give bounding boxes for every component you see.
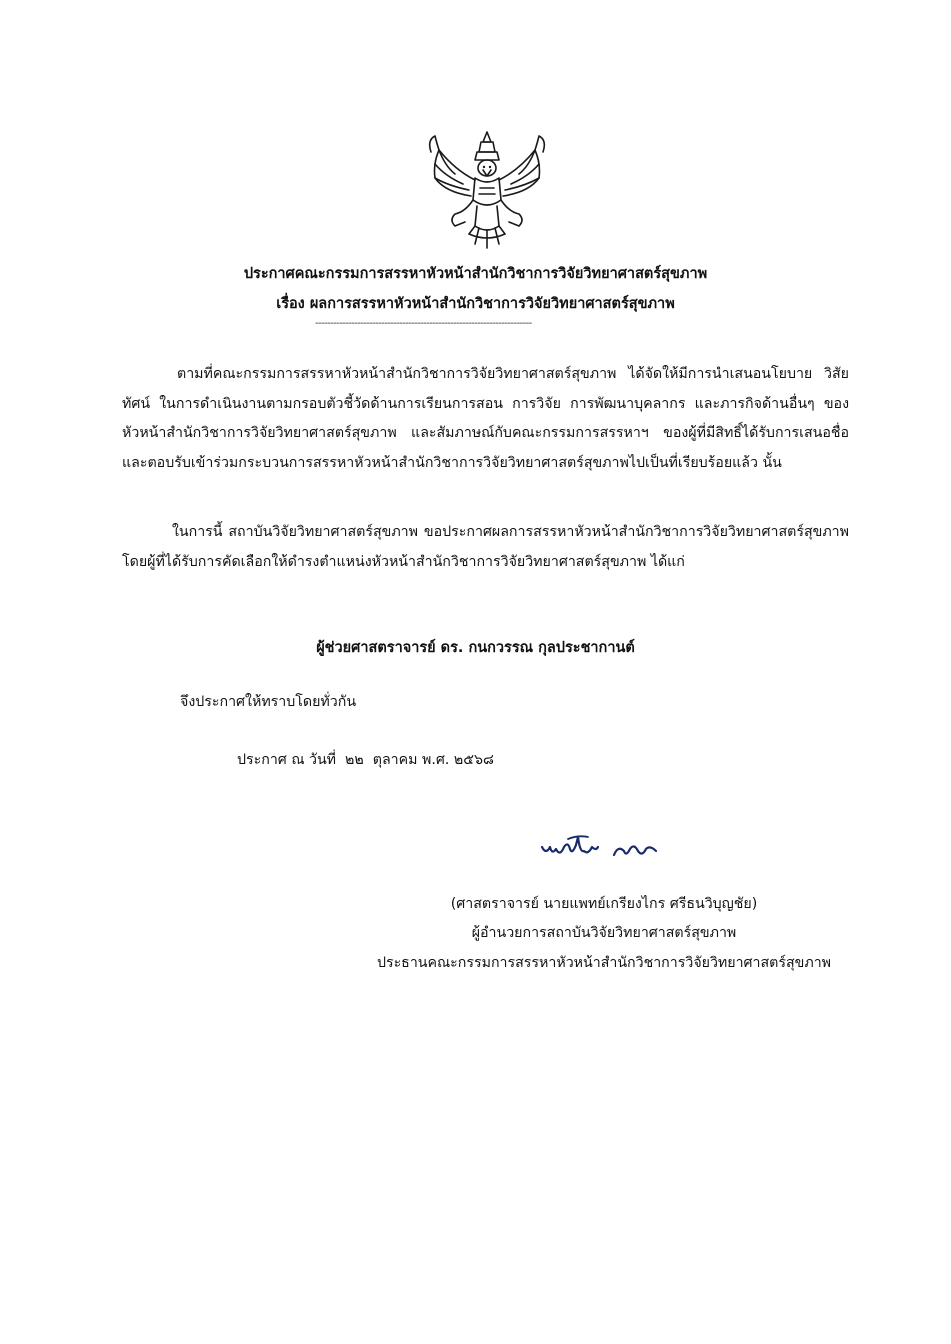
- body-paragraph-1: ตามที่คณะกรรมการสรรหาหัวหน้าสำนักวิชาการวิจัยวิทยาศาสตร์สุขภาพ ได้จัดให้มีการนำเสนอนโยบาย วิสัยทัศน์ ในการดำเนินงานตามกรอบตัวชี้วัดด้านการเรียนการสอน การวิจัย การพัฒนาบุคลากร และภารกิจด้านอื่นๆ ของหัวหน้าสำนักวิชาการวิจัยวิทยาศาสตร์สุขภาพ และสัมภาษณ์กับคณะกรรมการสรรหาฯ ของผู้ที่มีสิทธิ์ได้รับการเสนอชื่อและตอบรับเข้าร่วมกระบวนการสรรหาหัวหน้าสำนักวิชาการวิจัยวิทยาศาสตร์สุขภาพไปเป็นที่เรียบร้อยแล้ว นั้น: [122, 366, 849, 471]
- title-divider: ------------------------------------------------------------------------: [315, 318, 532, 329]
- selected-candidate-name: ผู้ช่วยศาสตราจารย์ ดร. กนกวรรณ กุลประชากานต์: [316, 640, 635, 656]
- announcement-date: ประกาศ ณ วันที่ ๒๒ ตุลาคม พ.ศ. ๒๕๖๘: [237, 752, 494, 768]
- garuda-emblem-icon: [425, 130, 550, 250]
- signatory-position-2: ประธานคณะกรรมการสรรหาหัวหน้าสำนักวิชาการวิจัยวิทยาศาสตร์สุขภาพ: [376, 955, 832, 971]
- signatory-position-1: ผู้อำนวยการสถาบันวิจัยวิทยาศาสตร์สุขภาพ: [471, 925, 737, 941]
- announcement-title: ประกาศคณะกรรมการสรรหาหัวหน้าสำนักวิชาการวิจัยวิทยาศาสตร์สุขภาพ: [243, 266, 708, 282]
- signatory-name: (ศาสตราจารย์ นายแพทย์เกรียงไกร ศรีธนวิบุญชัย): [450, 896, 758, 912]
- handwritten-signature: [538, 825, 673, 870]
- body-paragraph-2: ในการนี้ สถาบันวิจัยวิทยาศาสตร์สุขภาพ ขอประกาศผลการสรรหาหัวหน้าสำนักวิชาการวิจัยวิทยาศาสตร์สุขภาพ โดยผู้ที่ได้รับการคัดเลือกให้ดำรงตำแหน่งหัวหน้าสำนักวิชาการวิจัยวิทยาศาสตร์สุขภาพ ได้แก่: [122, 524, 849, 570]
- closing-statement: จึงประกาศให้ทราบโดยทั่วกัน: [180, 694, 357, 710]
- announcement-subject: เรื่อง ผลการสรรหาหัวหน้าสำนักวิชาการวิจัยวิทยาศาสตร์สุขภาพ: [276, 296, 675, 312]
